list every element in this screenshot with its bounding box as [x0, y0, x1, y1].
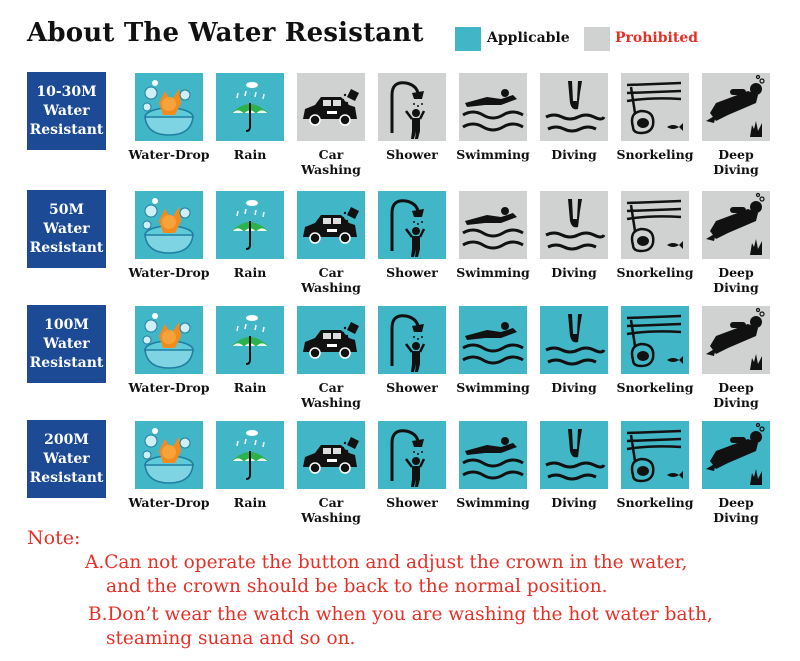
- activity-caption-line: Washing: [301, 395, 361, 410]
- activity-tile-applicable: [297, 191, 365, 259]
- car-washing-icon: [297, 306, 365, 374]
- legend-prohibited-label: Prohibited: [615, 30, 699, 46]
- scuba-diver-icon: [702, 421, 770, 489]
- shower-icon: [378, 73, 446, 141]
- activity-caption-line: Deep: [718, 495, 754, 510]
- activity-tile-applicable: [135, 306, 203, 374]
- diving-icon: [540, 306, 608, 374]
- note-line: A.Can not operate the button and adjust the crown in the water,: [85, 552, 688, 573]
- rating-label-line: 100M: [44, 316, 89, 333]
- diving-icon: [540, 73, 608, 141]
- activity-caption: [205, 495, 295, 510]
- activity-caption-line: Deep: [718, 265, 754, 280]
- scuba-diver-icon: [702, 306, 770, 374]
- scuba-diver-icon: [702, 191, 770, 259]
- water-drop-icon: [135, 73, 203, 141]
- rating-label: [27, 190, 106, 268]
- activity-caption-line: Deep: [718, 147, 754, 162]
- activity-caption-line: Shower: [386, 495, 438, 510]
- activity-caption-line: Rain: [233, 147, 267, 162]
- activity-caption: [286, 380, 376, 410]
- activity-caption-line: Washing: [301, 280, 361, 295]
- rating-label-line: Water: [43, 102, 90, 119]
- rating-label-line: Water: [43, 450, 90, 467]
- activity-caption: [286, 495, 376, 525]
- activity-caption: [448, 380, 538, 395]
- rating-label-line: 50M: [49, 201, 84, 218]
- activity-caption: [448, 495, 538, 510]
- activity-caption: [205, 265, 295, 280]
- activity-caption-line: Washing: [301, 510, 361, 525]
- shower-icon: [378, 421, 446, 489]
- snorkel-mask-icon: [621, 73, 689, 141]
- activity-tile-applicable: [135, 73, 203, 141]
- activity-tile-applicable: [459, 421, 527, 489]
- shower-icon: [378, 191, 446, 259]
- snorkel-mask-icon: [621, 191, 689, 259]
- activity-caption-line: Rain: [233, 380, 267, 395]
- activity-caption-line: Car: [318, 147, 344, 162]
- water-drop-icon: [135, 306, 203, 374]
- activity-caption: [286, 147, 376, 177]
- activity-caption-line: Diving: [551, 265, 597, 280]
- activity-caption-line: Water-Drop: [128, 380, 210, 395]
- rating-label-line: Resistant: [29, 469, 104, 486]
- activity-caption-line: Snorkeling: [616, 380, 694, 395]
- activity-caption: [529, 495, 619, 510]
- activity-caption-line: Diving: [551, 495, 597, 510]
- activity-tile-applicable: [216, 191, 284, 259]
- snorkel-mask-icon: [621, 306, 689, 374]
- water-drop-icon: [135, 191, 203, 259]
- activity-caption-line: Shower: [386, 147, 438, 162]
- activity-caption-line: Swimming: [456, 147, 530, 162]
- car-washing-icon: [297, 421, 365, 489]
- activity-tile-prohibited: [540, 73, 608, 141]
- rating-label-line: 10-30M: [36, 83, 97, 100]
- activity-tile-applicable: [378, 191, 446, 259]
- swimmer-icon: [459, 421, 527, 489]
- swimmer-icon: [459, 191, 527, 259]
- activity-caption: [367, 380, 457, 395]
- activity-caption: [691, 380, 781, 410]
- activity-tile-applicable: [378, 306, 446, 374]
- rating-label: [27, 72, 106, 150]
- activity-tile-prohibited: [540, 191, 608, 259]
- water-drop-icon: [135, 421, 203, 489]
- activity-tile-applicable: [540, 306, 608, 374]
- activity-caption: [691, 147, 781, 177]
- activity-caption: [448, 147, 538, 162]
- rating-row: [0, 305, 800, 421]
- rating-label-line: Water: [43, 220, 90, 237]
- activity-caption-line: Water-Drop: [128, 495, 210, 510]
- rating-label-line: 200M: [44, 431, 89, 448]
- activity-caption-line: Snorkeling: [616, 495, 694, 510]
- activity-caption-line: Diving: [551, 147, 597, 162]
- swimmer-icon: [459, 73, 527, 141]
- rating-label-line: Resistant: [29, 121, 104, 138]
- activity-caption-line: Diving: [713, 162, 759, 177]
- activity-tile-prohibited: [702, 191, 770, 259]
- activity-caption-line: Snorkeling: [616, 147, 694, 162]
- activity-caption: [205, 147, 295, 162]
- car-washing-icon: [297, 73, 365, 141]
- activity-caption-line: Shower: [386, 380, 438, 395]
- rating-label-line: Water: [43, 335, 90, 352]
- activity-caption: [448, 265, 538, 280]
- rating-row: [0, 72, 800, 188]
- activity-tile-prohibited: [378, 73, 446, 141]
- activity-caption-line: Washing: [301, 162, 361, 177]
- activity-tile-prohibited: [702, 73, 770, 141]
- activity-caption: [367, 495, 457, 510]
- activity-caption: [205, 380, 295, 395]
- activity-caption: [124, 495, 214, 510]
- activity-caption: [286, 265, 376, 295]
- activity-caption-line: Diving: [713, 280, 759, 295]
- activity-caption-line: Diving: [551, 380, 597, 395]
- rating-label-line: Resistant: [29, 239, 104, 256]
- activity-tile-applicable: [216, 306, 284, 374]
- activity-tile-prohibited: [702, 306, 770, 374]
- activity-caption: [610, 380, 700, 395]
- rating-label: [27, 305, 106, 383]
- scuba-diver-icon: [702, 73, 770, 141]
- activity-tile-prohibited: [297, 73, 365, 141]
- legend-applicable-swatch: [455, 27, 481, 51]
- activity-caption: [124, 147, 214, 162]
- activity-tile-applicable: [378, 421, 446, 489]
- rating-label-line: Resistant: [29, 354, 104, 371]
- activity-tile-applicable: [621, 306, 689, 374]
- snorkel-mask-icon: [621, 421, 689, 489]
- activity-caption: [529, 380, 619, 395]
- activity-caption: [367, 147, 457, 162]
- activity-tile-applicable: [297, 306, 365, 374]
- activity-caption: [610, 147, 700, 162]
- rating-row: [0, 420, 800, 536]
- activity-caption-line: Swimming: [456, 265, 530, 280]
- activity-caption-line: Swimming: [456, 495, 530, 510]
- note-line: and the crown should be back to the normal position.: [106, 576, 608, 597]
- activity-tile-applicable: [135, 421, 203, 489]
- activity-tile-prohibited: [459, 73, 527, 141]
- activity-caption-line: Swimming: [456, 380, 530, 395]
- umbrella-rain-icon: [216, 421, 284, 489]
- activity-tile-prohibited: [621, 191, 689, 259]
- legend-prohibited-swatch: [584, 27, 610, 51]
- diving-icon: [540, 421, 608, 489]
- activity-tile-prohibited: [621, 73, 689, 141]
- activity-caption: [691, 495, 781, 525]
- activity-caption-line: Snorkeling: [616, 265, 694, 280]
- activity-caption-line: Rain: [233, 265, 267, 280]
- activity-tile-applicable: [216, 73, 284, 141]
- activity-caption: [691, 265, 781, 295]
- activity-caption-line: Deep: [718, 380, 754, 395]
- activity-caption-line: Water-Drop: [128, 265, 210, 280]
- note-line: steaming suana and so on.: [106, 628, 356, 649]
- activity-caption: [124, 265, 214, 280]
- activity-tile-applicable: [297, 421, 365, 489]
- page-title: About The Water Resistant: [27, 18, 424, 48]
- diving-icon: [540, 191, 608, 259]
- activity-caption-line: Diving: [713, 395, 759, 410]
- activity-tile-applicable: [459, 306, 527, 374]
- rating-label: [27, 420, 106, 498]
- activity-caption: [529, 147, 619, 162]
- activity-tile-applicable: [621, 421, 689, 489]
- swimmer-icon: [459, 306, 527, 374]
- activity-caption-line: Shower: [386, 265, 438, 280]
- activity-caption-line: Water-Drop: [128, 147, 210, 162]
- activity-caption-line: Car: [318, 380, 344, 395]
- rating-row: [0, 190, 800, 306]
- note-line: B.Don’t wear the watch when you are washing the hot water bath,: [88, 604, 713, 625]
- umbrella-rain-icon: [216, 191, 284, 259]
- shower-icon: [378, 306, 446, 374]
- activity-caption-line: Car: [318, 265, 344, 280]
- car-washing-icon: [297, 191, 365, 259]
- note-title: Note:: [27, 527, 81, 549]
- activity-tile-applicable: [702, 421, 770, 489]
- legend-applicable-label: Applicable: [487, 30, 570, 46]
- activity-caption-line: Rain: [233, 495, 267, 510]
- activity-caption: [367, 265, 457, 280]
- activity-tile-applicable: [216, 421, 284, 489]
- activity-caption-line: Diving: [713, 510, 759, 525]
- activity-caption: [124, 380, 214, 395]
- activity-caption: [610, 265, 700, 280]
- activity-tile-prohibited: [459, 191, 527, 259]
- umbrella-rain-icon: [216, 73, 284, 141]
- activity-caption: [529, 265, 619, 280]
- umbrella-rain-icon: [216, 306, 284, 374]
- activity-caption-line: Car: [318, 495, 344, 510]
- activity-tile-applicable: [135, 191, 203, 259]
- activity-tile-applicable: [540, 421, 608, 489]
- activity-caption: [610, 495, 700, 510]
